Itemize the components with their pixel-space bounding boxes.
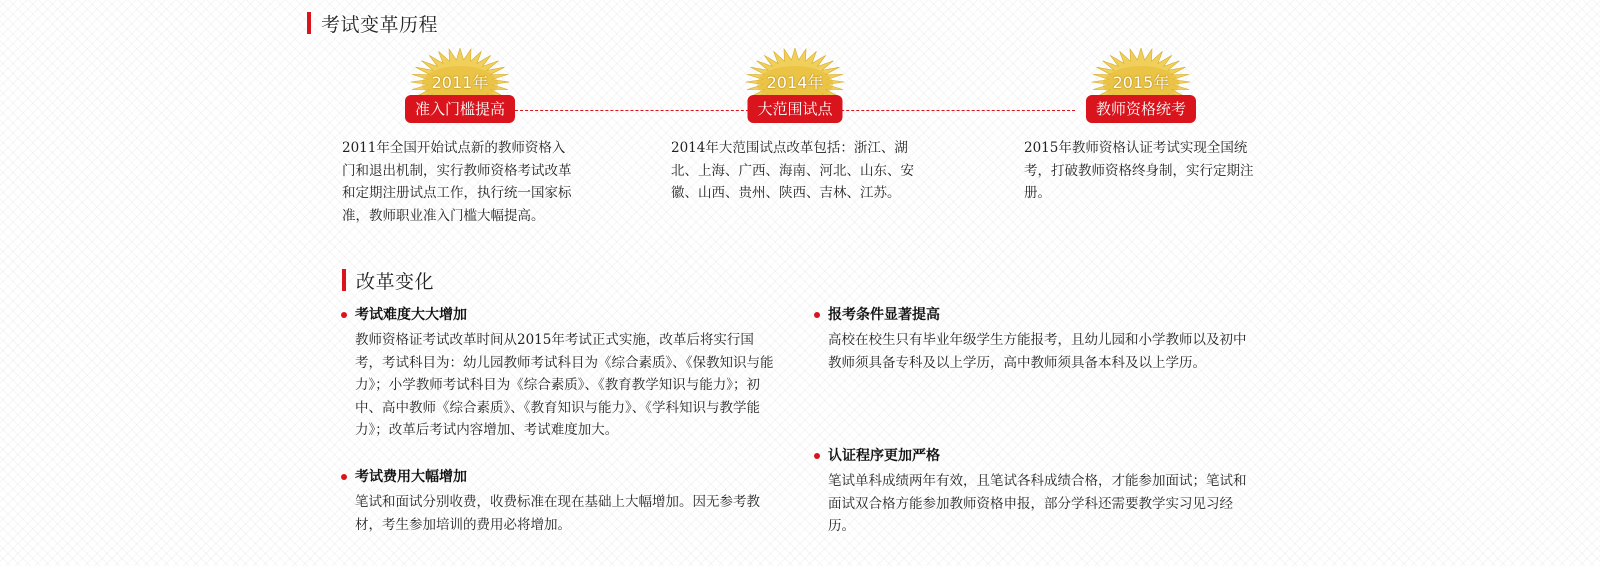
change-body: 教师资格证考试改革时间从2015年考试正式实施，改革后将实行国考，考试科目为：幼儿园教师考试科目为《综合素质》、《保教知识与能力》；小学教师考试科目为《综合素质》、《教育教学知识与能力》；初中、高中教师《综合素质》、《教育知识与能力》、《学科知识与教学能力》；改革后考试内容增加、考试难度加大。 [355,332,774,438]
history-heading-text: 考试变革历程 [321,13,439,36]
bullet-dot-icon [341,474,347,480]
change-item-procedure [828,446,1248,538]
bullet-dot-icon [814,312,820,318]
heading-accent-bar [342,269,346,291]
milestone-tag: 准入门槛提高 [405,95,515,123]
milestone-2015-desc: 2015年教师资格认证考试实现全国统考，打破教师资格终身制，实行定期注册。 [1024,140,1254,201]
milestone-2011 [370,48,550,138]
change-title: 报考条件显著提高 [828,307,940,323]
change-item-requirements [828,305,1248,374]
bullet-dot-icon [814,453,820,459]
heading-accent-bar [307,12,311,34]
milestone-2014 [705,48,885,138]
milestone-year: 2011年 [431,73,489,92]
change-item-fees [355,467,775,536]
change-body: 高校在校生只有毕业年级学生方能报考，且幼儿园和小学教师以及初中教师须具备专科及以上学历，高中教师须具备本科及以上学历。 [828,332,1247,371]
history-heading [307,11,438,35]
changes-heading-text: 改革变化 [356,270,435,293]
milestone-tag: 大范围试点 [747,95,842,123]
change-body: 笔试和面试分别收费，收费标准在现在基础上大幅增加。因无参考教材，考生参加培训的费用必将增加。 [355,494,760,533]
milestone-year: 2015年 [1112,73,1170,92]
change-title: 考试费用大幅增加 [355,469,467,485]
milestone-2011-desc: 2011年全国开始试点新的教师资格入门和退出机制，实行教师资格考试改革和定期注册试点工作，执行统一国家标准，教师职业准入门槛大幅提高。 [342,140,572,224]
milestone-tag: 教师资格统考 [1086,95,1196,123]
change-title: 考试难度大大增加 [355,307,467,323]
changes-heading [342,268,434,292]
bullet-dot-icon [341,312,347,318]
milestone-2014-desc: 2014年大范围试点改革包括：浙江、湖北、上海、广西、海南、河北、山东、安徽、山西、贵州、陕西、吉林、江苏。 [671,140,914,201]
milestone-2015 [1051,48,1231,138]
change-item-difficulty [355,305,775,442]
change-body: 笔试单科成绩两年有效，且笔试各科成绩合格，才能参加面试；笔试和面试双合格方能参加教师资格申报，部分学科还需要教学实习见习经历。 [828,473,1247,534]
milestone-year: 2014年 [766,73,824,92]
change-title: 认证程序更加严格 [828,448,940,464]
